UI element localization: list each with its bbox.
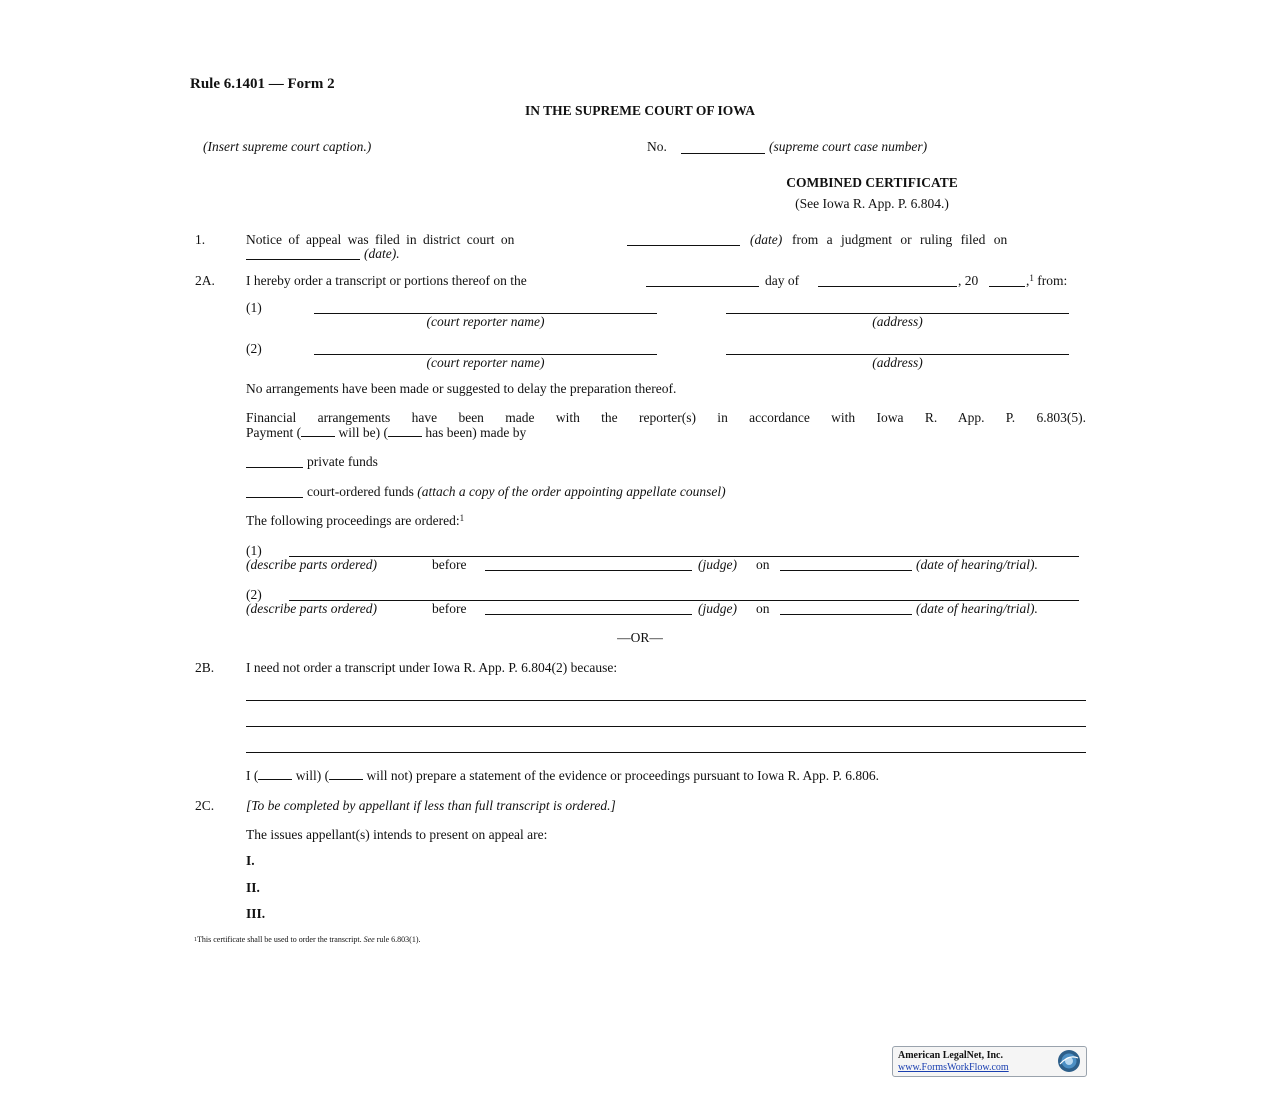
footnote-see: See bbox=[363, 935, 375, 944]
logo-company: American LegalNet, Inc. bbox=[898, 1050, 1003, 1061]
proceeding-2-before: before bbox=[432, 601, 467, 616]
section-1-number: 1. bbox=[195, 232, 206, 247]
court-title: IN THE SUPREME COURT OF IOWA bbox=[525, 103, 755, 118]
logo-url[interactable]: www.FormsWorkFlow.com bbox=[898, 1062, 1009, 1073]
from-label: ,$^1$ from: bbox=[1026, 273, 1068, 288]
footnote-rule: rule 6.803(1). bbox=[376, 935, 421, 944]
reason-line-3[interactable] bbox=[246, 752, 1086, 753]
section-2a-text: I hereby order a transcript or portions thereof on the bbox=[246, 273, 527, 288]
or-separator: —OR— bbox=[617, 630, 663, 645]
from-text: from: bbox=[1037, 273, 1068, 288]
statement-label: I ( bbox=[246, 768, 259, 783]
day-of-label: day of bbox=[765, 273, 800, 288]
year-label: 20 bbox=[964, 273, 979, 288]
proceeding-2-describe: (describe parts ordered) bbox=[246, 601, 377, 616]
private-funds-label: private funds bbox=[307, 454, 378, 469]
will-not-blank[interactable] bbox=[329, 779, 363, 780]
appeal-filed-date-field[interactable] bbox=[627, 245, 740, 246]
proceedings-label bbox=[246, 513, 464, 529]
proceeding-1-date-field[interactable] bbox=[780, 570, 912, 571]
reporter-1-number: (1) bbox=[246, 300, 262, 315]
certificate-subtitle: (See Iowa R. App. P. 6.804.) bbox=[795, 196, 949, 211]
form-number: Form 2 bbox=[287, 76, 335, 92]
proceeding-1-judge-field[interactable] bbox=[485, 570, 692, 571]
footnote-mark: 1 bbox=[1029, 273, 1034, 283]
proceedings-footnote-mark: 1 bbox=[459, 513, 465, 523]
has-been-blank[interactable] bbox=[388, 436, 422, 437]
globe-icon bbox=[1057, 1049, 1081, 1073]
ruling-filed-date-field[interactable] bbox=[246, 259, 360, 260]
court-funds-line bbox=[307, 484, 726, 500]
proceeding-1-on: on bbox=[756, 557, 770, 572]
will-label: will) ( bbox=[295, 768, 330, 783]
issue-1: I. bbox=[246, 853, 255, 868]
year-prefix: , 20 bbox=[958, 273, 979, 288]
proceeding-1-describe: (describe parts ordered) bbox=[246, 557, 377, 572]
will-be-blank[interactable] bbox=[301, 436, 335, 437]
proceeding-2-judge-field[interactable] bbox=[485, 614, 692, 615]
court-funds-note: (attach a copy of the order appointing appellate counsel) bbox=[417, 484, 726, 499]
proceeding-2-date: (date of hearing/trial). bbox=[916, 601, 1038, 616]
footnote-text: This certificate shall be used to order the transcript. bbox=[197, 935, 362, 944]
court-funds-blank[interactable] bbox=[246, 497, 303, 498]
case-number-label: No. bbox=[647, 139, 667, 154]
footnote-number: 1 bbox=[194, 937, 197, 943]
proceeding-2-judge: (judge) bbox=[698, 601, 737, 616]
reporter-2-name-hint: (court reporter name) bbox=[426, 355, 545, 370]
issues-label: The issues appellant(s) intends to present on appeal are: bbox=[246, 827, 548, 842]
section-1-date-hint: (date) bbox=[750, 232, 783, 247]
statement-line bbox=[246, 768, 879, 784]
section-2b-text: I need not order a transcript under Iowa R. App. P. 6.804(2) because: bbox=[246, 660, 618, 675]
proceeding-2-number: (2) bbox=[246, 587, 262, 602]
american-legalnet-logo[interactable] bbox=[892, 1046, 1087, 1077]
court-funds-label: court-ordered funds bbox=[307, 484, 414, 499]
rule-number: Rule 6.1401 bbox=[190, 76, 265, 92]
section-2c-number: 2C. bbox=[195, 798, 215, 813]
no-delay-statement: No arrangements have been made or suggested to delay the preparation thereof. bbox=[246, 381, 677, 396]
proceeding-2-date-field[interactable] bbox=[780, 614, 912, 615]
section-2a-number: 2A. bbox=[195, 273, 215, 288]
certificate-title: COMBINED CERTIFICATE bbox=[786, 175, 958, 190]
will-blank[interactable] bbox=[258, 779, 292, 780]
case-number-field[interactable] bbox=[681, 153, 765, 154]
issue-2: II. bbox=[246, 880, 260, 895]
issue-3: III. bbox=[246, 906, 266, 921]
order-day-field[interactable] bbox=[646, 286, 759, 287]
order-month-field[interactable] bbox=[818, 286, 957, 287]
section-1-text-b: from a judgment or ruling filed on bbox=[792, 232, 1008, 247]
footnote bbox=[194, 935, 420, 945]
reason-line-1[interactable] bbox=[246, 700, 1086, 701]
proceeding-1-date: (date of hearing/trial). bbox=[916, 557, 1038, 572]
proceedings-text: The following proceedings are ordered: bbox=[246, 513, 460, 528]
section-2b-number: 2B. bbox=[195, 660, 215, 675]
financial-statement: Financial arrangements have been made with the reporter(s) in accordance with Iowa R. App. P. 6.803(5). bbox=[246, 410, 1086, 425]
reporter-1-name-hint: (court reporter name) bbox=[426, 314, 545, 329]
proceeding-2-on: on bbox=[756, 601, 770, 616]
payment-label: Payment ( bbox=[246, 425, 302, 440]
section-1-text-a: Notice of appeal was filed in district court on bbox=[246, 232, 515, 247]
case-number-hint: (supreme court case number) bbox=[769, 139, 928, 154]
section-2c-note: [To be completed by appellant if less than full transcript is ordered.] bbox=[246, 798, 616, 813]
order-year-field[interactable] bbox=[989, 286, 1025, 287]
will-be-label: will be) ( bbox=[338, 425, 388, 440]
reporter-2-number: (2) bbox=[246, 341, 262, 356]
reason-line-2[interactable] bbox=[246, 726, 1086, 727]
has-been-label: has been) made by bbox=[425, 425, 527, 440]
proceeding-1-number: (1) bbox=[246, 543, 262, 558]
rule-dash: — bbox=[268, 76, 284, 92]
will-not-label: will not) prepare a statement of the evidence or proceedings pursuant to Iowa R. App. P. 6.806. bbox=[366, 768, 879, 783]
payment-line bbox=[246, 425, 526, 441]
section-1-date-hint-2: (date). bbox=[364, 246, 400, 261]
proceeding-1-judge: (judge) bbox=[698, 557, 737, 572]
reporter-2-address-hint: (address) bbox=[872, 355, 923, 370]
caption-hint: (Insert supreme court caption.) bbox=[203, 139, 372, 154]
rule-heading bbox=[190, 76, 335, 92]
reporter-1-address-hint: (address) bbox=[872, 314, 923, 329]
proceeding-1-before: before bbox=[432, 557, 467, 572]
private-funds-blank[interactable] bbox=[246, 467, 303, 468]
